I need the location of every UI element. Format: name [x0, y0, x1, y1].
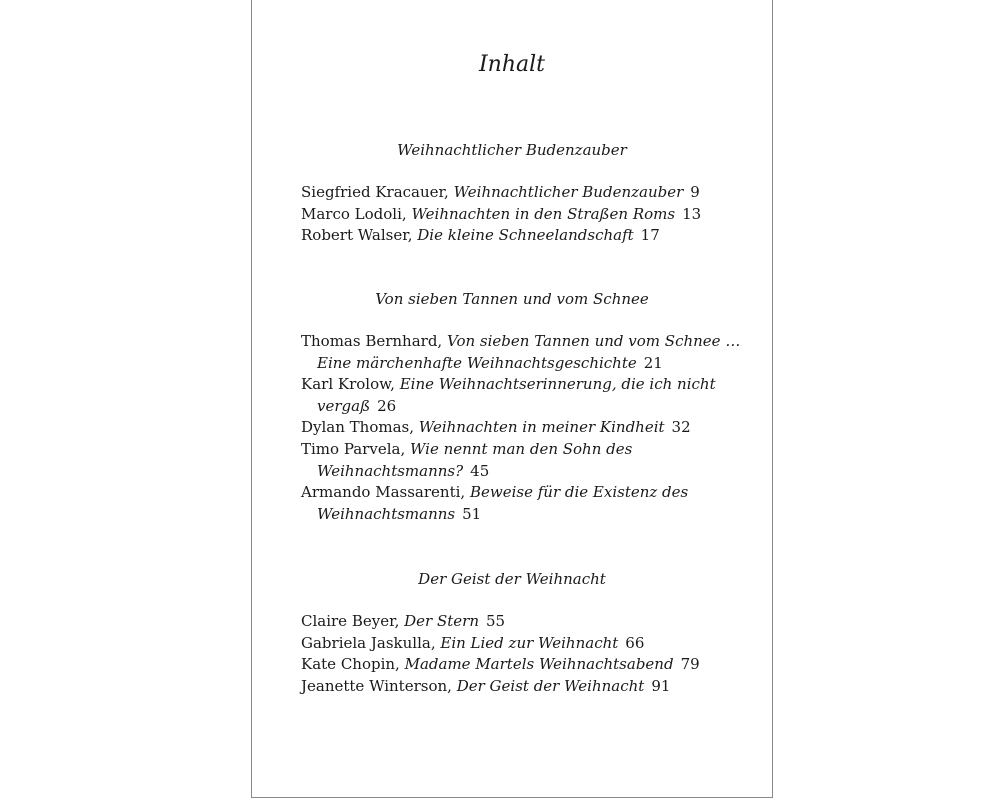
entry-author: Dylan Thomas,: [301, 418, 414, 437]
entry-author: Siegfried Kracauer,: [301, 183, 449, 201]
section-heading: Der Geist der Weihnacht: [418, 570, 606, 588]
entry-work: Eine Weihnachtserinnerung, die ich nicht: [399, 375, 716, 394]
section-entries: [301, 611, 741, 697]
entry-work: Madame Martels Weihnachtsabend: [404, 655, 674, 674]
entry-author: Timo Parvela,: [301, 439, 406, 458]
entry-page: 79: [680, 655, 700, 674]
entry-work: Die kleine Schneelandschaft: [417, 226, 634, 245]
toc-entry: [301, 482, 741, 504]
toc-entry: [301, 204, 741, 226]
entry-work: Weihnachten in den Straßen Roms: [411, 204, 676, 223]
entry-author: Kate Chopin,: [301, 655, 400, 674]
entry-author: Gabriela Jaskulla,: [301, 633, 436, 652]
entry-work-continued: Weihnachtsmanns?: [317, 461, 464, 480]
toc-entry: [301, 417, 741, 439]
entry-work: Beweise für die Existenz des: [469, 483, 689, 502]
toc-entry-continuation: [301, 396, 741, 418]
toc-entry: [301, 331, 741, 353]
entry-author: Karl Krolow,: [301, 375, 395, 394]
toc-entry: [301, 676, 741, 698]
entry-page: 32: [671, 418, 691, 437]
toc-entry: [301, 611, 741, 633]
entry-page: 91: [651, 676, 671, 695]
section-entries: [301, 331, 741, 525]
section-heading: Von sieben Tannen und vom Schnee: [375, 290, 649, 308]
entry-author: Thomas Bernhard,: [301, 332, 443, 350]
toc-entry: [301, 374, 741, 396]
entry-author: Robert Walser,: [301, 226, 413, 245]
entry-page: 13: [682, 204, 702, 223]
entry-page: 26: [377, 396, 397, 415]
entry-work-continued: Eine märchenhafte Weihnachtsgeschichte: [317, 353, 637, 372]
entry-work: Weihnachtlicher Budenzauber: [453, 183, 684, 201]
entry-author: Jeanette Winterson,: [301, 676, 452, 695]
section-entries: [301, 182, 741, 247]
entry-page: 21: [643, 353, 663, 372]
toc-entry-continuation: [301, 353, 741, 375]
toc-entry-continuation: [301, 461, 741, 483]
toc-entry: [301, 225, 741, 247]
entry-work: Der Geist der Weihnacht: [456, 676, 645, 695]
entry-work: Ein Lied zur Weihnacht: [440, 633, 619, 652]
toc-entry: [301, 439, 741, 461]
entry-page: 66: [625, 633, 645, 652]
entry-work: Von sieben Tannen und vom Schnee …: [447, 332, 741, 350]
entry-page: 51: [462, 504, 482, 523]
entry-work-continued: Weihnachtsmanns: [317, 504, 456, 523]
section-heading: Weihnachtlicher Budenzauber: [397, 141, 627, 159]
entry-work: Wie nennt man den Sohn des: [410, 439, 633, 458]
entry-page: 55: [486, 612, 506, 630]
book-page: [251, 0, 773, 798]
entry-work: Der Stern: [404, 612, 480, 630]
toc-entry: [301, 633, 741, 655]
entry-page: 9: [690, 183, 700, 201]
entry-page: 45: [470, 461, 490, 480]
toc-entry: [301, 182, 741, 204]
entry-work-continued: vergaß: [317, 396, 371, 415]
toc-entry-continuation: [301, 504, 741, 526]
page-title: Inhalt: [478, 52, 546, 77]
toc-entry: [301, 654, 741, 676]
entry-page: 17: [640, 226, 660, 245]
entry-work: Weihnachten in meiner Kindheit: [418, 418, 665, 437]
entry-author: Marco Lodoli,: [301, 204, 407, 223]
entry-author: Armando Massarenti,: [301, 483, 466, 502]
entry-author: Claire Beyer,: [301, 612, 400, 630]
